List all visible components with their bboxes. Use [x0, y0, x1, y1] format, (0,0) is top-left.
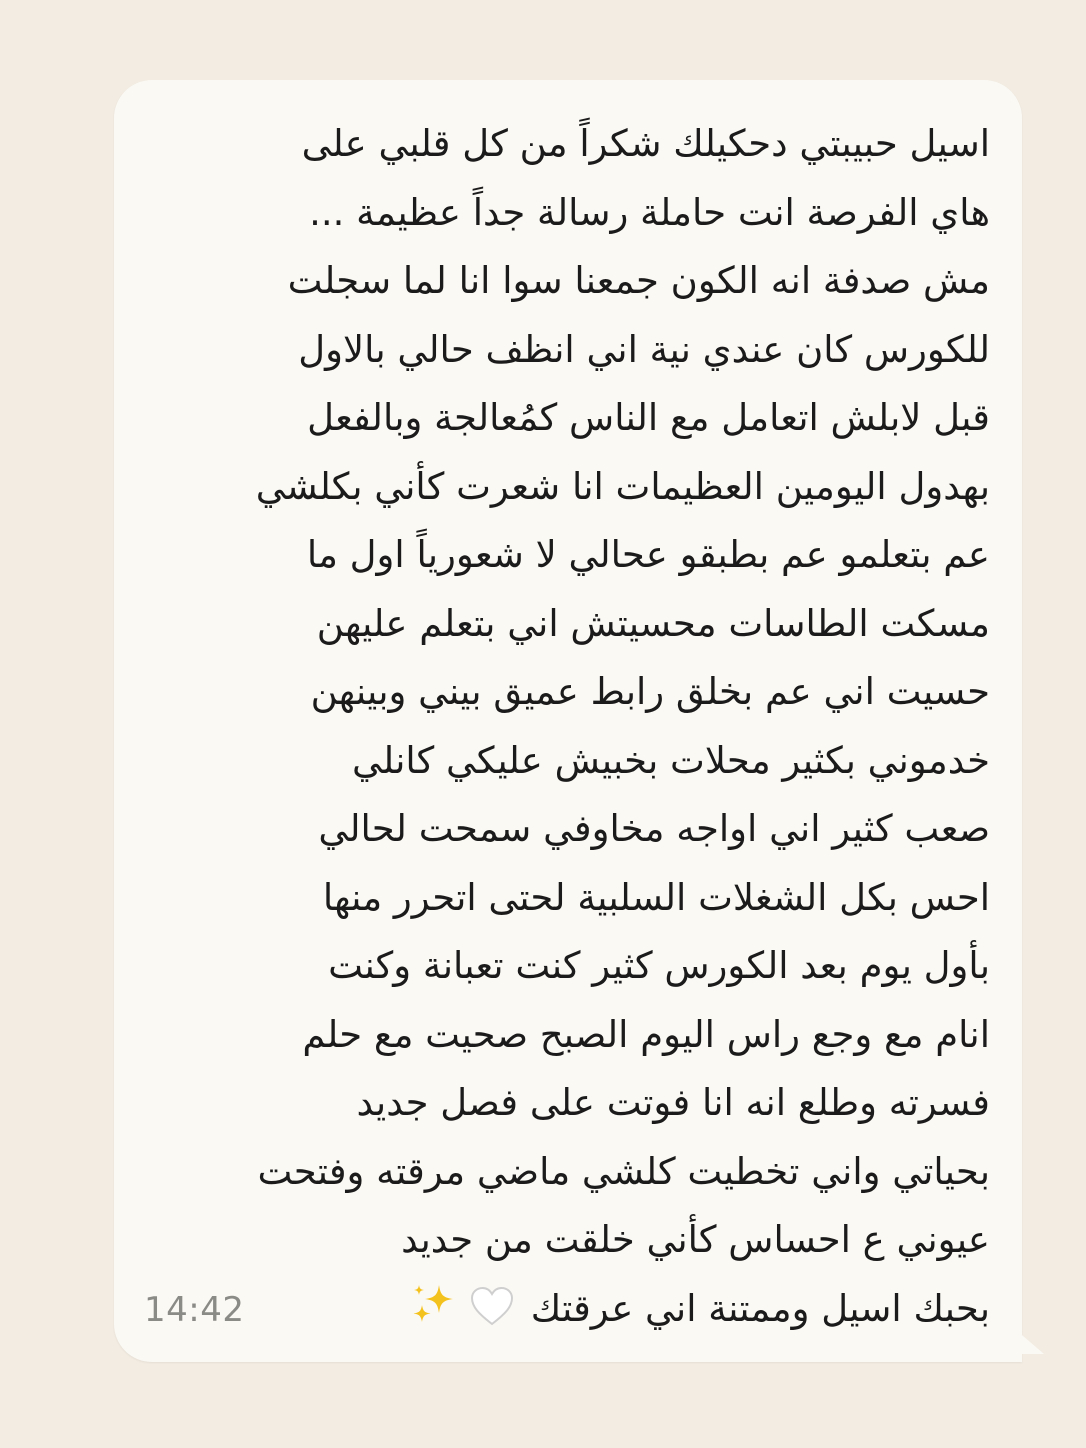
message-last-line-text: بحبك اسيل وممتنة اني عرقتك	[530, 1286, 990, 1330]
message-line: بهدول اليومين العظيمات انا شعرت كأني بكلشي	[255, 464, 990, 508]
sparkles-icon	[409, 1281, 457, 1329]
emoji-group	[409, 1275, 515, 1344]
message-line: انام مع وجع راس اليوم الصبح صحيت مع حلم	[302, 1012, 990, 1056]
message-line: عم بتعلمو عم بطبقو عحالي لا شعورياً اول ما	[306, 533, 990, 576]
message-line: هاي الفرصة انت حاملة رسالة جداً عظيمة ...	[309, 190, 990, 234]
message-line: اسيل حبيبتي دحكيلك شكراً من كل قلبي على	[301, 122, 990, 165]
message-line: عيوني ع احساس كأني خلقت من جديد	[401, 1218, 990, 1261]
message-timestamp: 14:42	[144, 1290, 245, 1330]
message-line: مسكت الطاسات محسيتش اني بتعلم عليهن	[316, 601, 990, 645]
message-line: للكورس كان عندي نية اني انظف حالي بالاول	[298, 327, 990, 371]
white-heart-icon	[469, 1285, 515, 1327]
bubble-tail	[1000, 1316, 1044, 1354]
message-line: مش صدفة انه الكون جمعنا سوا انا لما سجلت	[287, 259, 990, 302]
message-line: بحياتي واني تخطيت كلشي ماضي مرقته وفتحت	[257, 1149, 990, 1193]
message-line: حسيت اني عم بخلق رابط عميق بيني وبينهن	[310, 670, 990, 713]
message-line: خدموني بكثير محلات بخبيش عليكي كانلي	[352, 738, 990, 782]
message-line: احس بكل الشغلات السلبية لحتى اتحرر منها	[322, 875, 990, 919]
message-line: فسرته وطلع انه انا فوتت على فصل جديد	[356, 1081, 990, 1124]
message-line: صعب كثير اني اواجه مخاوفي سمحت لحالي	[318, 807, 990, 850]
message-line: بأول يوم بعد الكورس كثير كنت تعبانة وكنت	[328, 944, 990, 987]
message-text	[130, 110, 990, 1343]
message-line: قبل لابلش اتعامل مع الناس كمُعالجة وبالفعل	[307, 396, 990, 439]
message-last-line	[130, 1275, 990, 1344]
